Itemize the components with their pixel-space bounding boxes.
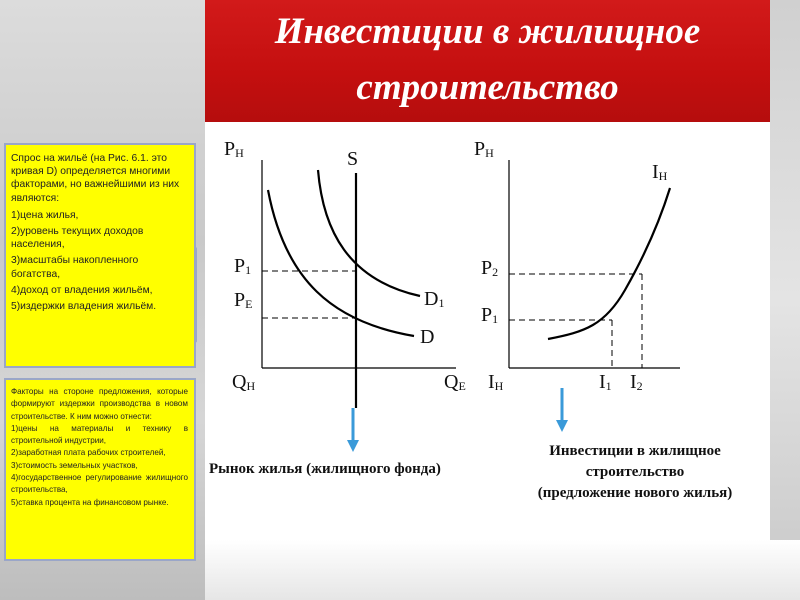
demand-shifted-curve [318,170,420,296]
p1-label: P1 [481,304,499,326]
list-item: 5)ставка процента на финансовом рынке. [11,497,169,507]
list-item: 1)цена жилья, [11,209,79,221]
investment-caption [500,441,770,504]
slide-title-line2: строительство [356,67,619,108]
housing-market-caption: Рынок жилья (жилищного фонда) [209,461,441,477]
list-item: 3)стоимость земельных участков, [11,460,138,470]
supply-label: S [347,148,359,170]
p2-label: P2 [481,257,499,279]
investment-caption-line2: строительство [585,464,685,480]
list-item: 3)масштабы накопленного богатства, [11,255,139,280]
i1-label: I1 [599,371,612,393]
investment-caption-line1: Инвестиции в жилищное [549,443,721,459]
list-item: 5)издержки владения жильём. [11,301,157,313]
p1-label: P1 [234,255,252,277]
list-item: 1)цены на материалы и технику в строительной индустрии, [11,423,188,446]
slide-title-line1: Инвестиции в жилищное [274,11,701,52]
y-axis-label: PH [474,138,494,160]
housing-market-diagram [224,138,466,446]
qe-label: QE [444,371,466,393]
investment-diagram [474,138,680,426]
demand-shifted-label: D1 [424,288,445,310]
pe-label: PE [234,289,253,311]
x-axis-label: QH [232,371,256,393]
x-axis-label: IH [488,371,504,393]
demand-label: D [420,326,435,348]
investment-caption-line3: (предложение нового жилья) [537,485,733,501]
list-item: 4)доход от владения жильём, [11,284,153,296]
list-item: 2)уровень текущих доходов населения, [11,226,144,251]
investment-curve [548,188,670,339]
demand-note-intro: Спрос на жильё (на Рис. 6.1. это кривая D) определяется многими факторами, но важнейшими из них являются: [11,153,180,204]
demand-curve [268,190,414,336]
supply-note-intro: Факторы на стороне предложения, которые формируют издержки производства в новом строительстве. К ним можно отнести: [11,387,188,421]
i2-label: I2 [630,371,643,393]
y-axis-label: PH [224,138,244,160]
list-item: 4)государственное регулирование жилищного строительства, [11,473,188,495]
list-item: 2)заработная плата рабочих строителей, [11,448,166,458]
investment-curve-label: IH [652,161,668,183]
